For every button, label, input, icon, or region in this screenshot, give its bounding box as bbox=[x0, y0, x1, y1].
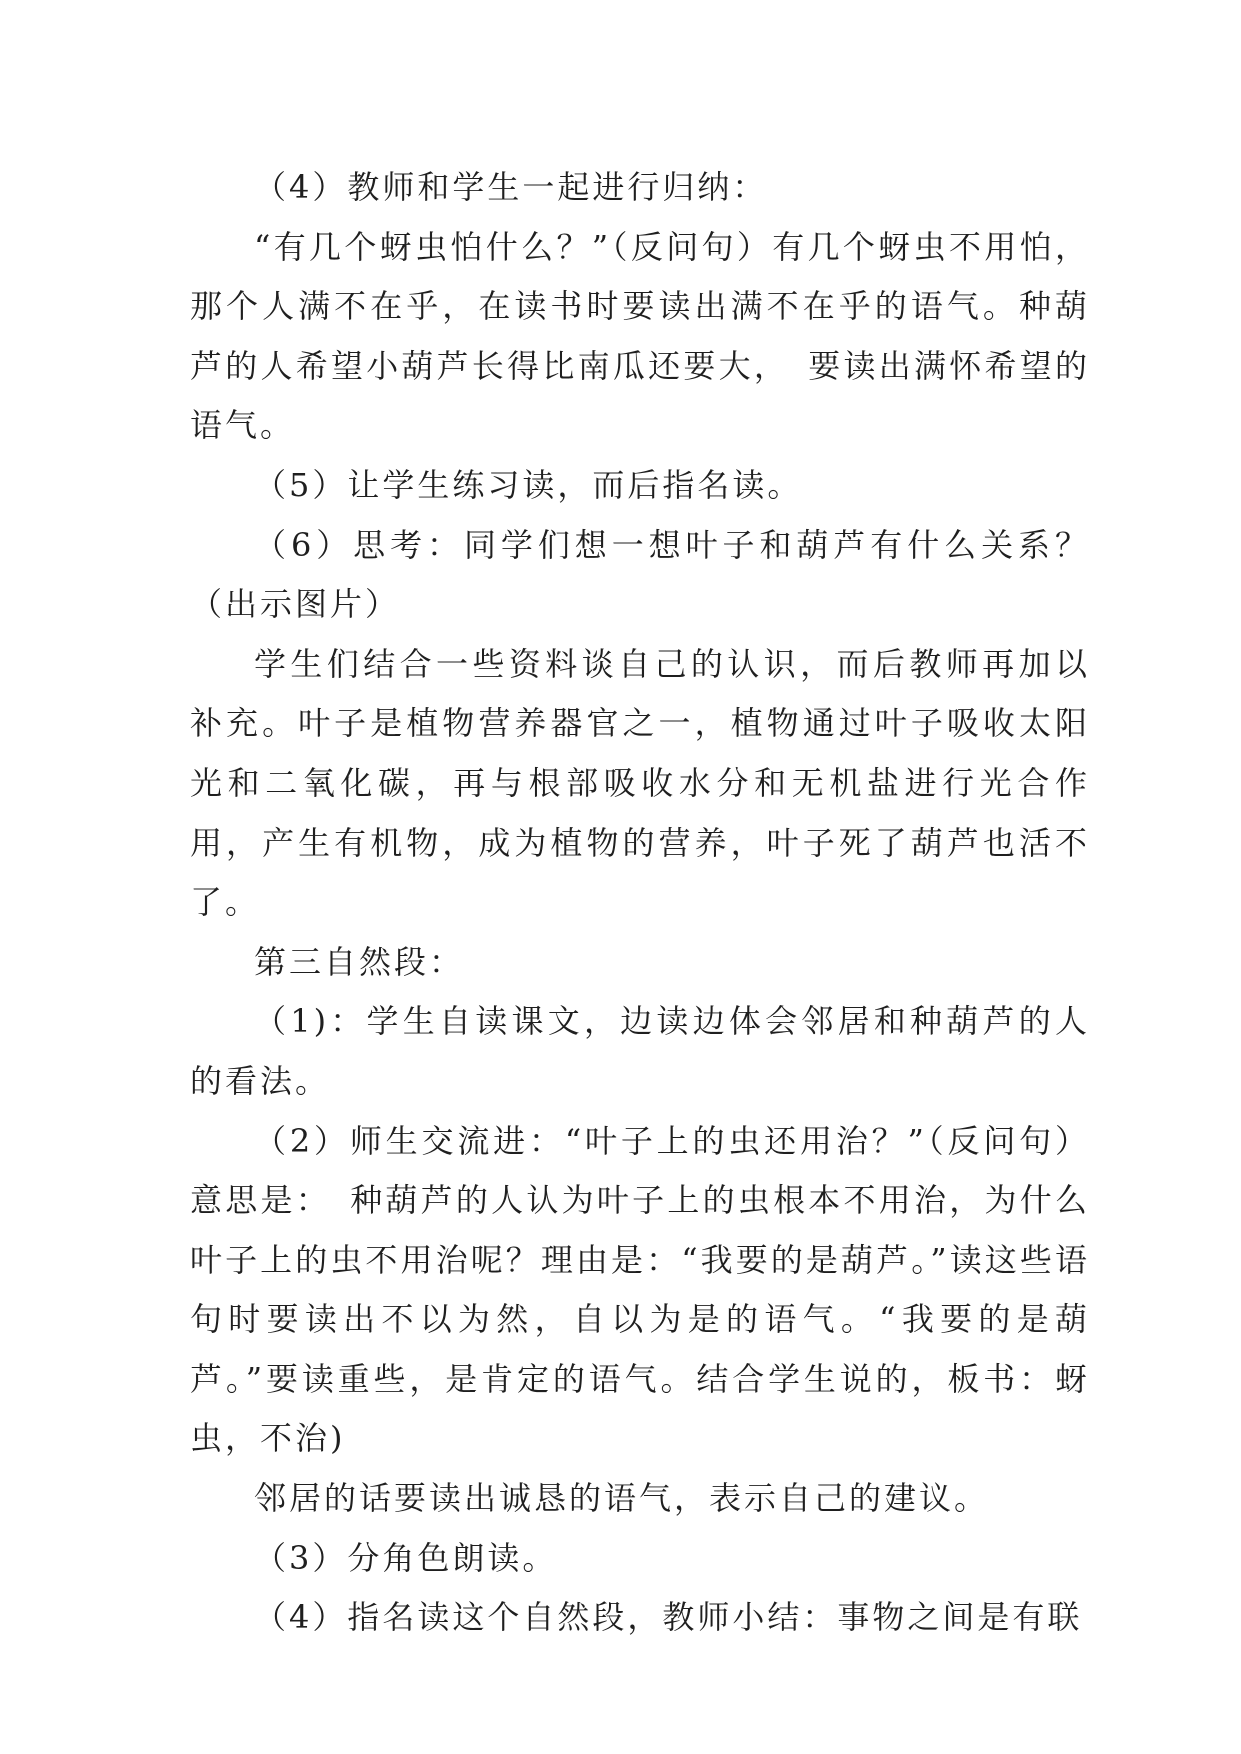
paragraph-9: 邻居的话要读出诚恳的语气，表示自己的建议。 bbox=[254, 1479, 990, 1518]
paragraph-10: （3）分角色朗读。 bbox=[254, 1538, 558, 1577]
document-body bbox=[190, 158, 1090, 1648]
paragraph-5: 学生们结合一些资料谈自己的认识，而后教师再加以补充。叶子是植物营养器官之一，植物通过叶子吸收太阳光和二氧化碳，再与根部吸收水分和无机盐进行光合作用，产生有机物，成为植物的营养，叶子死了葫芦也活不了。 bbox=[190, 644, 1090, 922]
paragraph-7: （1)：学生自读课文，边读边体会邻居和种葫芦的人的看法。 bbox=[190, 1002, 1090, 1100]
paragraph-11: （4）指名读这个自然段，教师小结：事物之间是有联 bbox=[254, 1598, 1083, 1637]
paragraph-6: 第三自然段： bbox=[254, 942, 465, 981]
paragraph-3: （5）让学生练习读，而后指名读。 bbox=[254, 465, 803, 504]
paragraph-8: （2）师生交流进：“叶子上的虫还用治？”（反问句）意思是： 种葫芦的人认为叶子上的虫根本不用治，为什么叶子上的虫不用治呢？理由是：“我要的是葫芦。”读这些语句时要读出不以为然，自以为是的语气。“我要的是葫芦。”要读重些，是肯定的语气。结合学生说的，板书：蚜虫，不治) bbox=[190, 1121, 1090, 1458]
paragraph-2: “有几个蚜虫怕什么？”（反问句）有几个蚜虫不用怕，那个人满不在乎，在读书时要读出满不在乎的语气。种葫芦的人希望小葫芦长得比南瓜还要大， 要读出满怀希望的语气。 bbox=[190, 227, 1090, 445]
paragraph-4: （6）思考：同学们想一想叶子和葫芦有什么关系？（出示图片） bbox=[190, 525, 1090, 624]
paragraph-1: （4）教师和学生一起进行归纳： bbox=[254, 168, 768, 206]
